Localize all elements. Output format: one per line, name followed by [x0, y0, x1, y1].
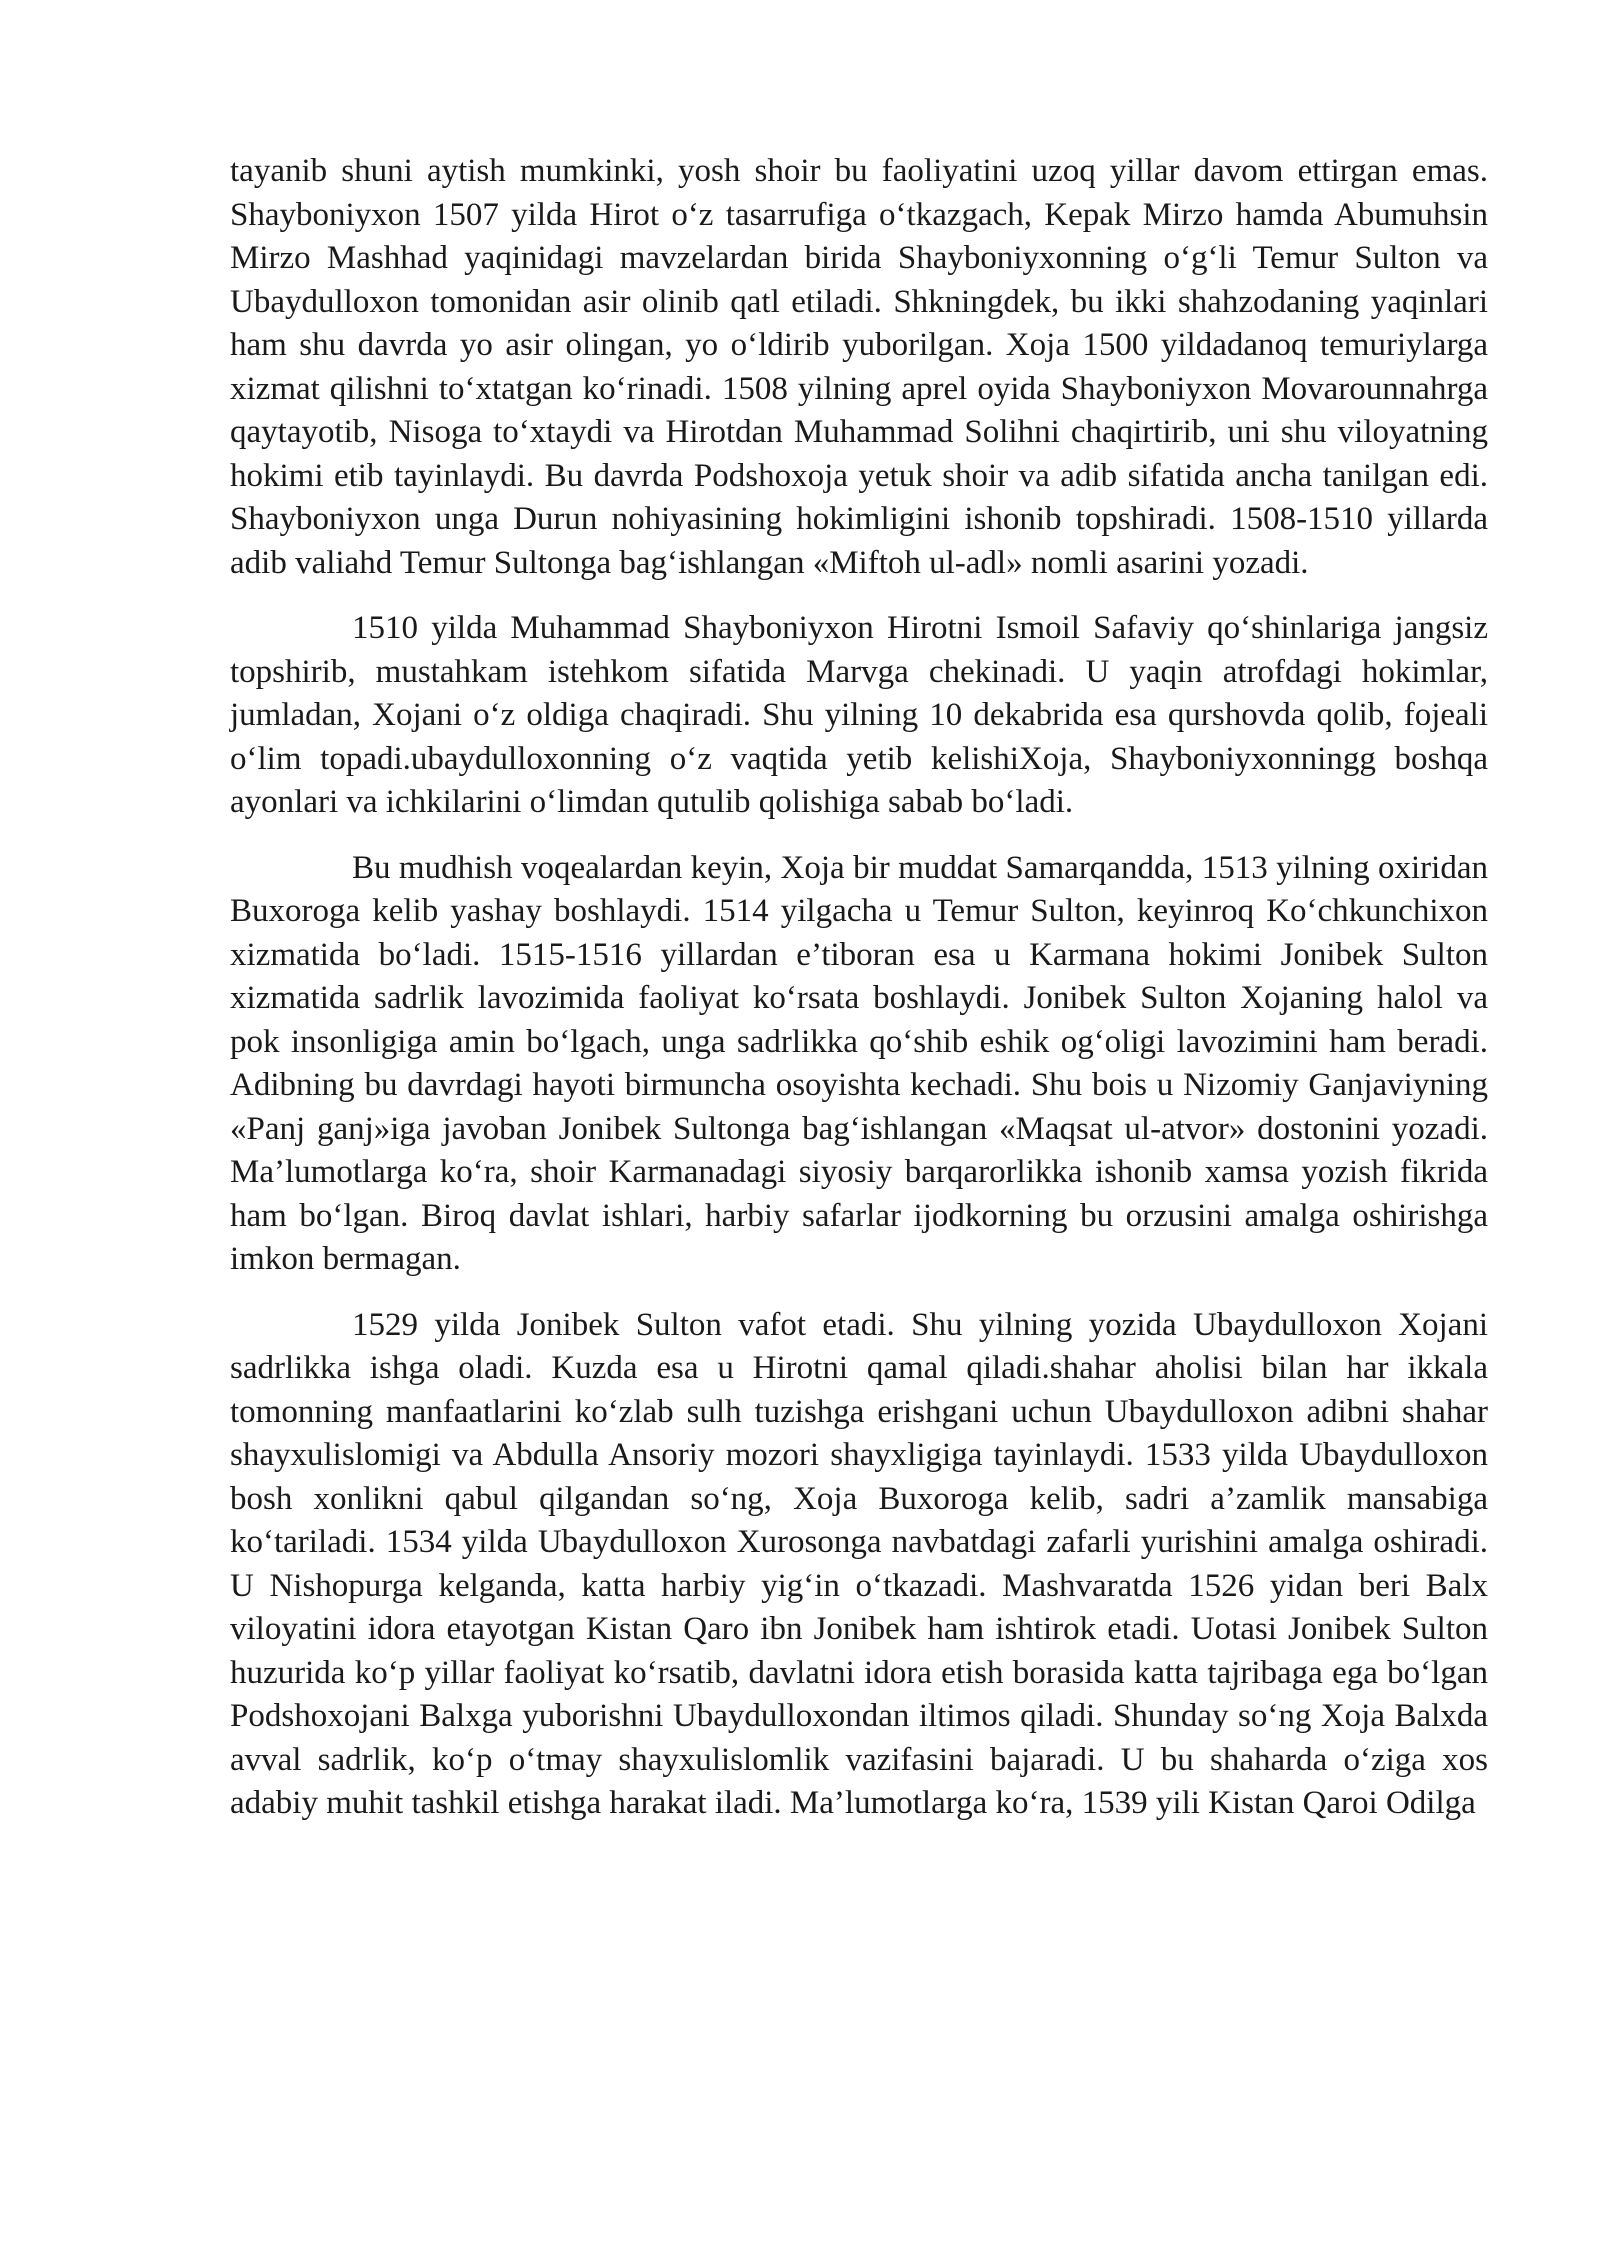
- paragraph-2: 1510 yilda Muhammad Shayboniyxon Hirotni Ismoil Safaviy qo‘shinlariga jangsiz topshirib, mustahkam istehkom sifatida Marvga chekinadi. U yaqin atrofdagi hokimlar, jumladan, Xojani o‘z oldiga chaqiradi. Shu yilning 10 dekabrida esa qurshovda qolib, fojeali o‘lim topadi.ubaydulloxonning o‘z vaqtida yetib kelishiXoja, Shayboniyxonningg boshqa ayonlari va ichkilarini o‘limdan qutulib qolishiga sabab bo‘ladi.: [230, 610, 1488, 820]
- paragraph-3: Bu mudhish voqealardan keyin, Xoja bir muddat Samarqandda, 1513 yilning oxiridan Buxoroga kelib yashay boshlaydi. 1514 yilgacha u Temur Sulton, keyinroq Ko‘chkunchixon xizmatida bo‘ladi. 1515-1516 yillardan e’tiboran esa u Karmana hokimi Jonibek Sulton xizmatida sadrlik lavozimida faoliyat ko‘rsata boshlaydi. Jonibek Sulton Xojaning halol va pok insonligiga amin bo‘lgach, unga sadrlikka qo‘shib eshik og‘oligi lavozimini ham beradi. Adibning bu davrdagi hayoti birmuncha osoyishta kechadi. Shu bois u Nizomiy Ganjaviyning «Panj ganj»iga javoban Jonibek Sultonga bag‘ishlangan «Maqsat ul-atvor» dostonini yozadi. Ma’lumotlarga ko‘ra, shoir Karmanadagi siyosiy barqarorlikka ishonib xamsa yozish fikrida ham bo‘lgan. Biroq davlat ishlari, harbiy safarlar ijodkorning bu orzusini amalga oshirishga imkon bermagan.: [230, 849, 1488, 1277]
- document-page: [230, 150, 1488, 1848]
- paragraph-4: 1529 yilda Jonibek Sulton vafot etadi. Shu yilning yozida Ubaydulloxon Xojani sadrlikka ishga oladi. Kuzda esa u Hirotni qamal qiladi.shahar aholisi bilan har ikkala tomonning manfaatlarini ko‘zlab sulh tuzishga erishgani uchun Ubaydulloxon adibni shahar shayxulislomigi va Abdulla Ansoriy mozori shayxligiga tayinlaydi. 1533 yilda Ubaydulloxon bosh xonlikni qabul qilgandan so‘ng, Xoja Buxoroga kelib, sadri a’zamlik mansabiga ko‘tariladi. 1534 yilda Ubaydulloxon Xurosonga navbatdagi zafarli yurishini amalga oshiradi. U Nishopurga kelganda, katta harbiy yig‘in o‘tkazadi. Mashvaratda 1526 yidan beri Balx viloyatini idora etayotgan Kistan Qaro ibn Jonibek ham ishtirok etadi. Uotasi Jonibek Sulton huzurida ko‘p yillar faoliyat ko‘rsatib, davlatni idora etish borasida katta tajribaga ega bo‘lgan Podshoxojani Balxga yuborishni Ubaydulloxondan iltimos qiladi. Shunday so‘ng Xoja Balxda avval sadrlik, ko‘p o‘tmay shayxulislomlik vazifasini bajaradi. U bu shaharda o‘ziga xos adabiy muhit tashkil etishga harakat iladi. Ma’lumotlarga ko‘ra, 1539 yili Kistan Qaroi Odilga: [230, 1306, 1488, 1821]
- paragraph-1: tayanib shuni aytish mumkinki, yosh shoir bu faoliyatini uzoq yillar davom ettirgan emas. Shayboniyxon 1507 yilda Hirot o‘z tasarrufiga o‘tkazgach, Kepak Mirzo hamda Abumuhsin Mirzo Mashhad yaqinidagi mavzelardan birida Shayboniyxonning o‘g‘li Temur Sulton va Ubaydulloxon tomonidan asir olinib qatl etiladi. Shkningdek, bu ikki shahzodaning yaqinlari ham shu davrda yo asir olingan, yo o‘ldirib yuborilgan. Xoja 1500 yildadanoq temuriylarga xizmat qilishni to‘xtatgan ko‘rinadi. 1508 yilning aprel oyida Shayboniyxon Movarounnahrga qaytayotib, Nisoga to‘xtaydi va Hirotdan Muhammad Solihni chaqirtirib, uni shu viloyatning hokimi etib tayinlaydi. Bu davrda Podshoxoja yetuk shoir va adib sifatida ancha tanilgan edi. Shayboniyxon unga Durun nohiyasining hokimligini ishonib topshiradi. 1508-1510 yillarda adib valiahd Temur Sultonga bag‘ishlangan «Miftoh ul-adl» nomli asarini yozadi.: [230, 153, 1488, 581]
